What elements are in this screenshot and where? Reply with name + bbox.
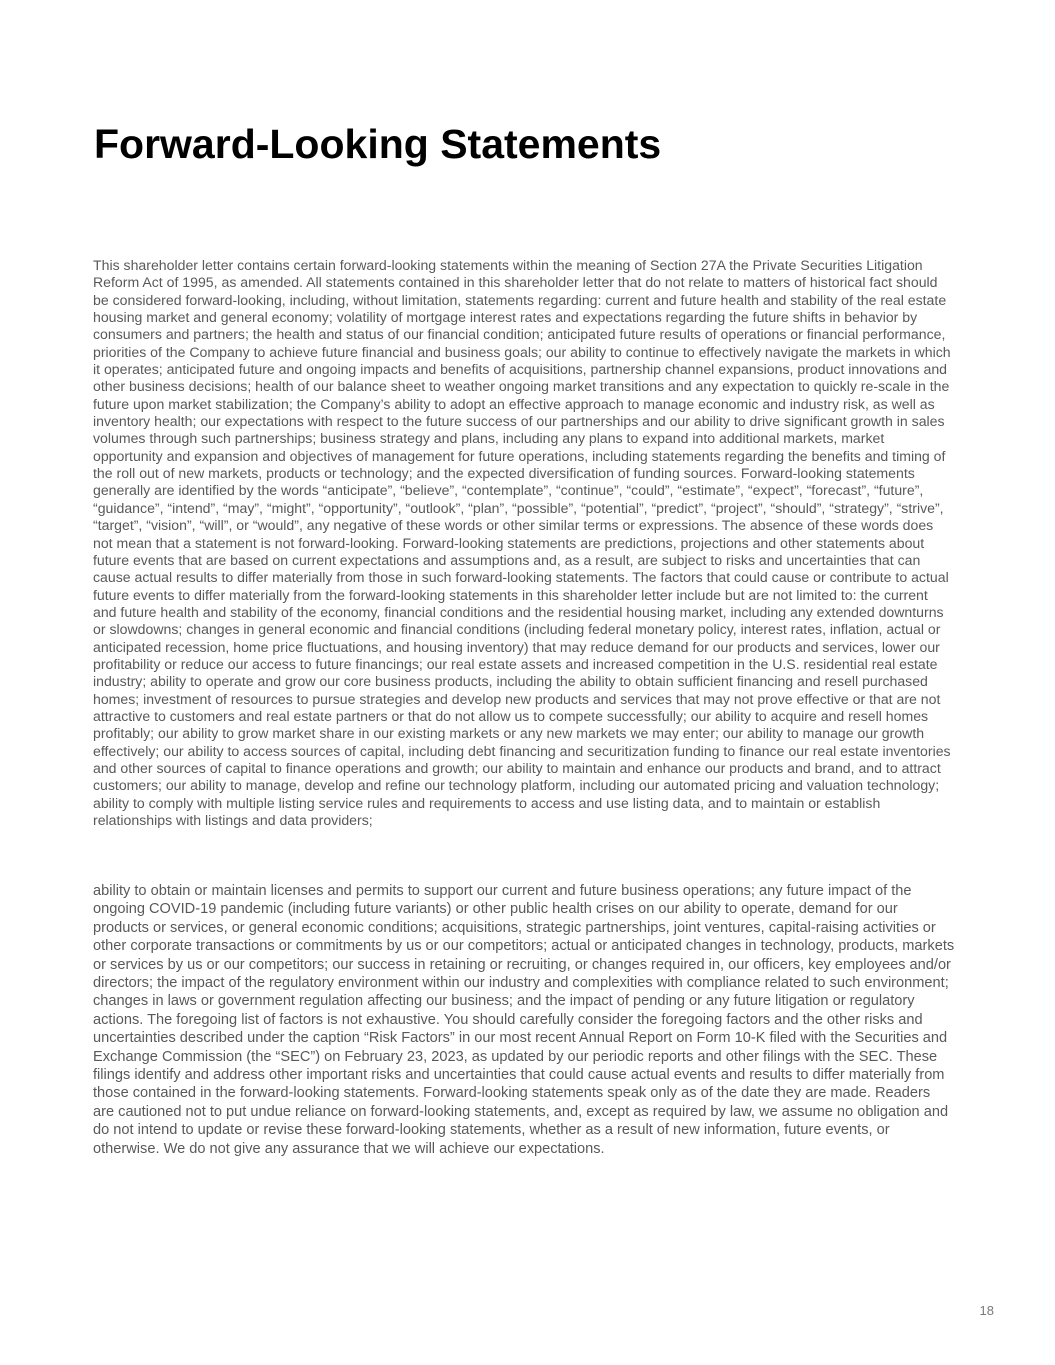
body-paragraph-2: ability to obtain or maintain licenses and permits to support our current and future business operations; any future impact of the ongoing COVID-19 pandemic (including future variants) or other public health crises on our ability to operate, demand for our products or services, or general economic conditions; acquisitions, strategic partnerships, joint ventures, capital-raising activities or other corporate transactions or commitments by us or our competitors; actual or anticipated changes in technology, products, markets or services by us or our competitors; our success in retaining or recruiting, or changes required in, our officers, key employees and/or directors; the impact of the regulatory environment within our industry and complexities with compliance related to such environment; changes in laws or government regulation affecting our business; and the impact of pending or any future litigation or regulatory actions. The foregoing list of factors is not exhaustive. You should carefully consider the foregoing factors and the other risks and uncertainties described under the caption “Risk Factors” in our most recent Annual Report on Form 10-K filed with the Securities and Exchange Commission (the “SEC”) on February 23, 2023, as updated by our periodic reports and other filings with the SEC. These filings identify and address other important risks and uncertainties that could cause actual events and results to differ materially from those contained in the forward-looking statements. Forward-looking statements speak only as of the date they are made. Readers are cautioned not to put undue reliance on forward-looking statements, and, except as required by law, we assume no obligation and do not intend to update or revise these forward-looking statements, whether as a result of new information, future events, or otherwise. We do not give any assurance that we will achieve our expectations.: [93, 883, 955, 1157]
page-title: Forward-Looking Statements: [94, 121, 662, 167]
body-paragraph-1: This shareholder letter contains certain forward-looking statements within the meaning of Section 27A the Private Securities Litigation Reform Act of 1995, as amended. All statements contained in this shareholder letter that do not relate to matters of historical fact should be considered forward-looking, including, without limitation, statements regarding: current and future health and stability of the real estate housing market and general economy; volatility of mortgage interest rates and expectations regarding the future shifts in behavior by consumers and partners; the health and status of our financial condition; anticipated future results of operations or financial performance, priorities of the Company to achieve future financial and business goals; our ability to continue to effectively navigate the markets in which it operates; anticipated future and ongoing impacts and benefits of acquisitions, partnership channel expansions, product innovations and other business decisions; health of our balance sheet to weather ongoing market transitions and any expectation to quickly re-scale in the future upon market stabilization; the Company’s ability to adopt an effective approach to manage economic and industry risk, as well as inventory health; our expectations with respect to the future success of our partnerships and our ability to drive significant growth in sales volumes through such partnerships; business strategy and plans, including any plans to expand into additional markets, market opportunity and expansion and objectives of management for future operations, including statements regarding the benefits and timing of the roll out of new markets, products or technology; and the expected diversification of funding sources. Forward-looking statements generally are identified by the words “anticipate”, “believe”, “contemplate”, “continue”, “could”, “estimate”, “expect”, “forecast”, “future”, “guidance”, “intend”, “may”, “might”, “opportunity”, “outlook”, “plan”, “possible”, “potential”, “predict”, “project”, “should”, “strategy”, “strive”, “target”, “vision”, “will”, or “would”, any negative of these words or other similar terms or expressions. The absence of these words does not mean that a statement is not forward-looking. Forward-looking statements are predictions, projections and other statements about future events that are based on current expectations and assumptions and, as a result, are subject to risks and uncertainties that can cause actual results to differ materially from those in such forward-looking statements. The factors that could cause or contribute to actual future events to differ materially from the forward-looking statements in this shareholder letter include but are not limited to: the current and future health and stability of the economy, financial conditions and the residential housing market, including any extended downturns or slowdowns; changes in general economic and financial conditions (including federal monetary policy, interest rates, inflation, actual or anticipated recession, home price fluctuations, and housing inventory) that may reduce demand for our products and services, lower our profitability or reduce our access to future financings; our real estate assets and increased competition in the U.S. residential real estate industry; ability to operate and grow our core business products, including the ability to obtain sufficient financing and resell purchased homes; investment of resources to pursue strategies and develop new products and services that may not prove effective or that are not attractive to customers and real estate partners or that do not allow us to compete successfully; our ability to acquire and resell homes profitably; our ability to grow market share in our existing markets or any new markets we may enter; our ability to manage our growth effectively; our ability to access sources of capital, including debt financing and securitization funding to finance our real estate inventories and other sources of capital to finance operations and growth; our ability to maintain and enhance our products and brand, and to attract customers; our ability to manage, develop and refine our technology platform, including our automated pricing and valuation technology; ability to comply with multiple listing service rules and requirements to access and use listing data, and to maintain or establish relationships with listings and data providers;: [93, 257, 951, 828]
page-number: 18: [979, 1303, 994, 1318]
